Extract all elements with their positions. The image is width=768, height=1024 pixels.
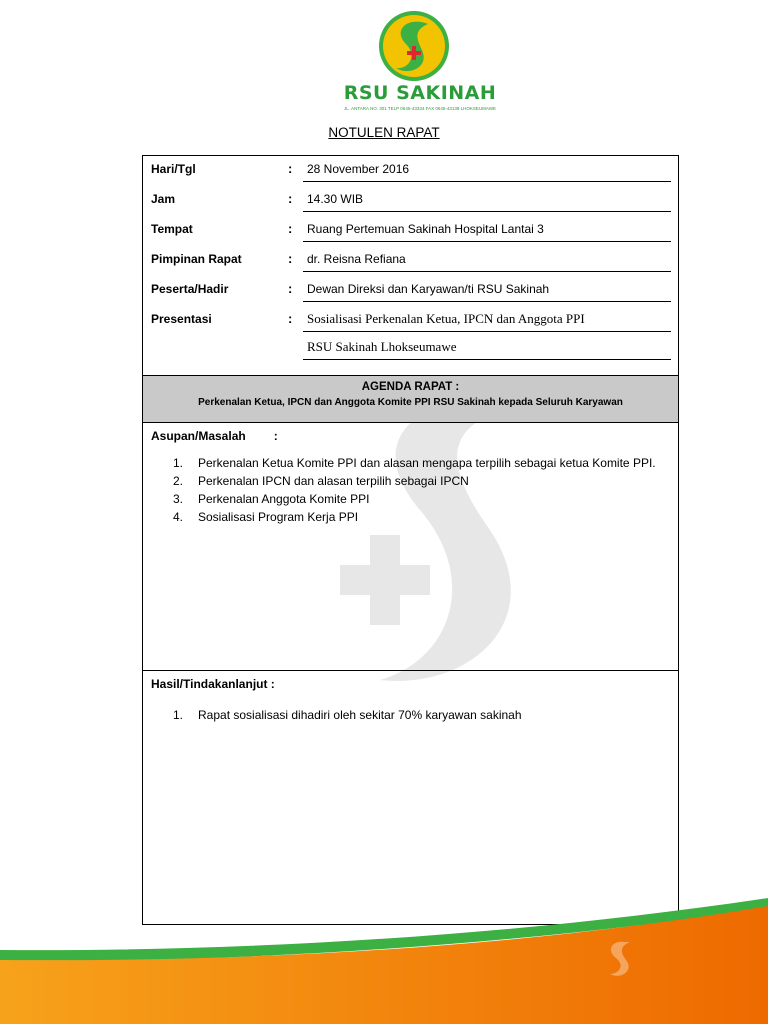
info-value: Dewan Direksi dan Karyawan/ti RSU Sakinah [307, 282, 550, 296]
info-row-leader [143, 248, 678, 272]
info-row-attendees [143, 278, 678, 302]
hospital-logo [330, 10, 510, 110]
info-value: 14.30 WIB [307, 192, 364, 206]
fill-line [303, 359, 671, 360]
info-colon: : [288, 191, 293, 206]
info-colon: : [288, 221, 293, 236]
logo-name: RSU SAKINAH [343, 82, 497, 104]
document-title: NOTULEN RAPAT [328, 125, 440, 140]
info-colon: : [288, 161, 293, 176]
info-row-presentation [143, 308, 678, 332]
info-label: Jam [151, 192, 176, 206]
list-item: 1. Rapat sosialisasi dihadiri oleh sekitar 70% karyawan sakinah [173, 708, 522, 722]
fill-line [303, 241, 671, 242]
info-value: 28 November 2016 [307, 162, 410, 176]
list-item: 2. Perkenalan IPCN dan alasan terpilih sebagai IPCN [173, 474, 469, 488]
info-row-presentation-cont [143, 336, 678, 360]
section-colon: : [273, 429, 278, 443]
fill-line [303, 181, 671, 182]
minutes-table [142, 155, 679, 925]
section-heading: Hasil/Tindakanlanjut : [151, 677, 275, 691]
section-hasil [143, 672, 678, 924]
info-label: Pimpinan Rapat [151, 252, 242, 266]
agenda-subtitle: Perkenalan Ketua, IPCN dan Anggota Komite PPI RSU Sakinah kepada Seluruh Karyawan [198, 397, 623, 408]
list-item: 1. Perkenalan Ketua Komite PPI dan alasan mengapa terpilih sebagai ketua Komite PPI. [173, 456, 656, 470]
info-label: Tempat [151, 222, 193, 236]
asupan-list [173, 454, 668, 526]
info-colon: : [288, 281, 293, 296]
list-item: 4. Sosialisasi Program Kerja PPI [173, 510, 359, 524]
info-label: Presentasi [151, 312, 212, 326]
fill-line [303, 211, 671, 212]
info-value-continued: RSU Sakinah Lhokseumawe [307, 339, 457, 354]
info-label: Hari/Tgl [151, 162, 196, 176]
info-value: dr. Reisna Refiana [307, 252, 406, 266]
logo-emblem-icon [378, 10, 450, 82]
list-item: 3. Perkenalan Anggota Komite PPI [173, 492, 370, 506]
info-colon: : [288, 251, 293, 266]
fill-line [303, 271, 671, 272]
logo-address: JL. ANTARA NO. 301 TELP 0645-43334 FAX 0645-43138 LHOKSEUMAWE [344, 106, 496, 111]
footer-wave [0, 890, 768, 1024]
section-asupan [143, 424, 678, 671]
section-heading [151, 429, 278, 443]
info-row-place [143, 218, 678, 242]
info-row-time [143, 188, 678, 212]
info-value: Ruang Pertemuan Sakinah Hospital Lantai 3 [307, 222, 544, 236]
section-heading-text: Asupan/Masalah [151, 429, 246, 443]
fill-line [303, 331, 671, 332]
info-row-date [143, 158, 678, 182]
meeting-info [143, 156, 678, 374]
fill-line [303, 301, 671, 302]
agenda-title: AGENDA RAPAT : [361, 381, 460, 393]
hasil-list [173, 706, 668, 724]
info-colon: : [288, 311, 293, 326]
info-value: Sosialisasi Perkenalan Ketua, IPCN dan Anggota PPI [307, 311, 585, 326]
agenda-banner [143, 375, 678, 423]
info-label: Peserta/Hadir [151, 282, 229, 296]
